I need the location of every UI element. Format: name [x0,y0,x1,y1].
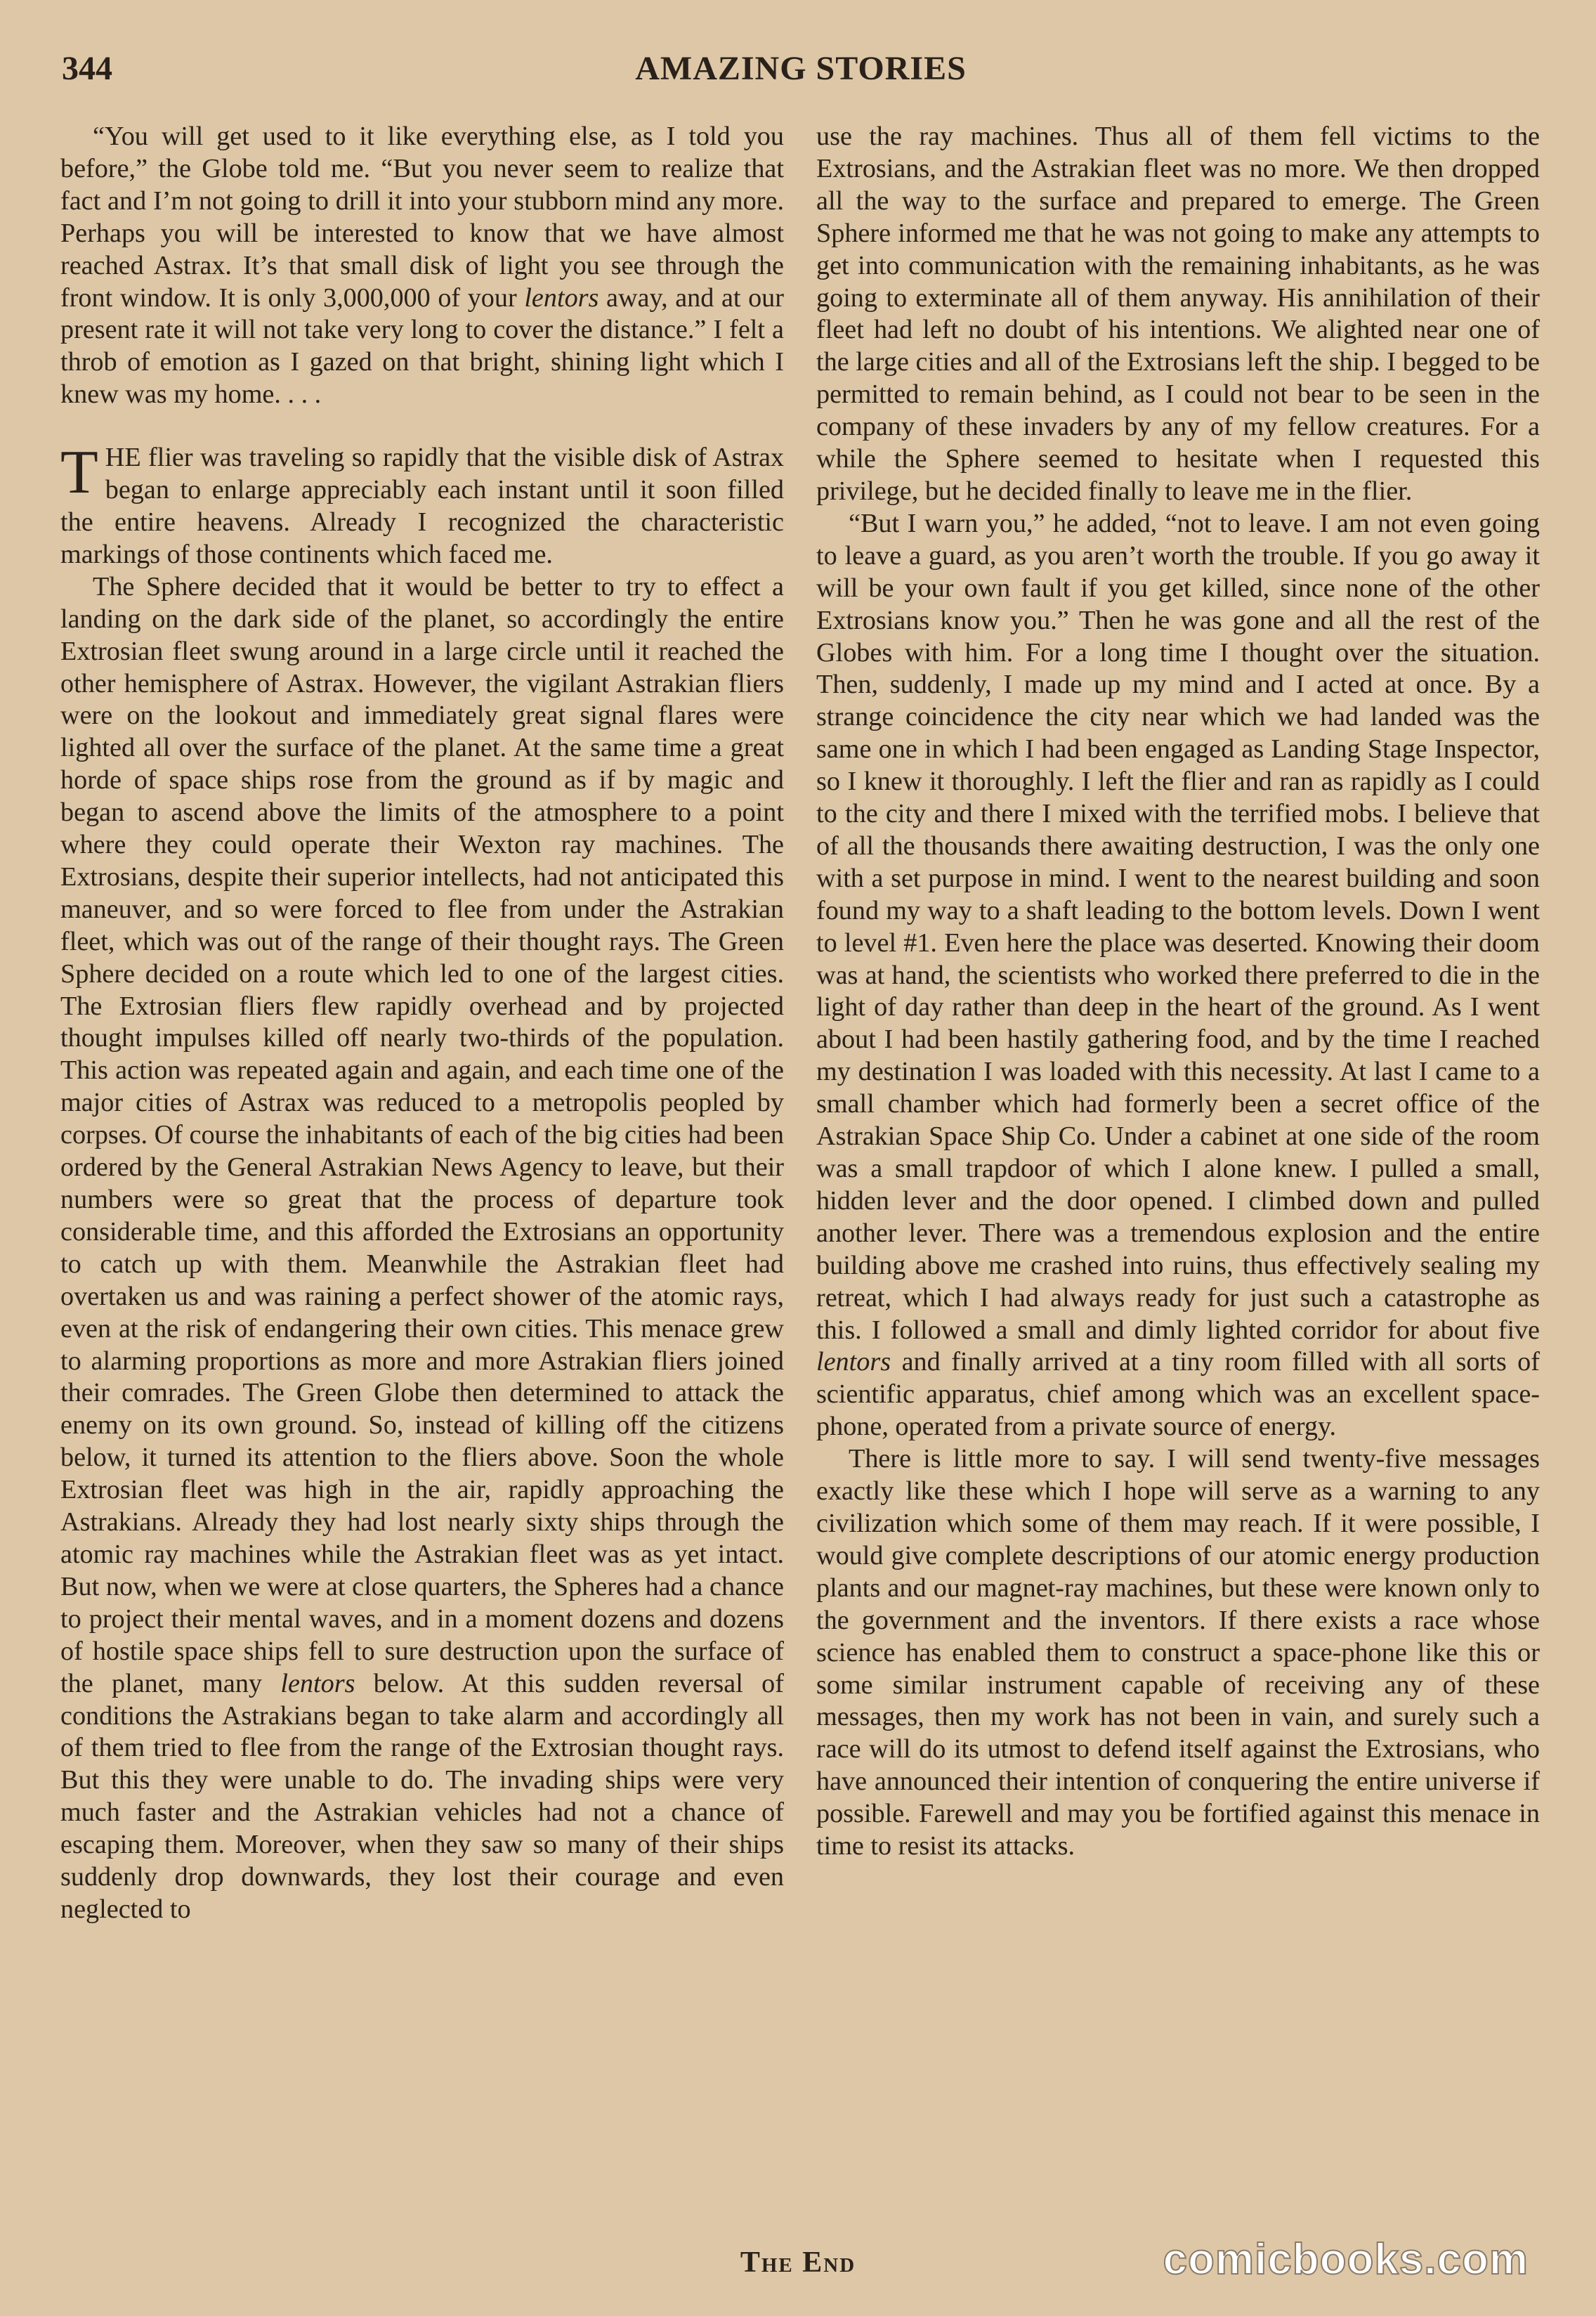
left-column [60,121,784,1926]
page-number: 344 [62,50,112,87]
paragraph-2: THE flier was traveling so rapidly that the visible disk of Astrax began to enlarge appreciably each instant until it soon filled the entire heavens. Already I recognized the characteristic markings of those continents which faced me. [60,438,784,569]
paragraph-1: “You will get used to it like everything else, as I told you before,” the Globe told me. “But you never seem to realize that fact and I’m not going to drill it into your stubborn mind any more. Perhaps you will be interested to know that we have almost reached Astrax. It’s that small disk of light you see through the front window. It is only 3,000,000 of your lentors away, and at our present rate it will not take very long to cover the distance.” I felt a throb of emotion as I gazed on that bright, shining light which I knew was my home. . . . [60,122,784,410]
watermark-logo: comicbooks.com [1163,2235,1529,2284]
magazine-title: AMAZING STORIES [635,50,967,87]
drop-cap: T [60,438,98,507]
the-end-label: The End [740,2246,856,2279]
right-column [816,121,1540,1863]
paragraph-5: “But I warn you,” he added, “not to leave. I am not even going to leave a guard, as you aren’t worth the trouble. If you go away it will be your own fault if you get killed, since none of the other Extrosians know you.” Then he was gone and all the rest of the Globes with him. For a long time I thought over the situation. Then, suddenly, I made up my mind and I acted at once. By a strange coincidence the city near which we had landed was the same one in which I had been engaged as Landing Stage Inspector, so I knew it thoroughly. I left the flier and ran as rapidly as I could to the city and there I mixed with the terrified mobs. I believe that of all the thousands there awaiting destruction, I was the only one with a set purpose in mind. I went to the nearest building and soon found my way to a shaft leading to the bottom levels. Down I went to level #1. Even here the place was deserted. Knowing their doom was at hand, the scientists who worked there preferred to die in the light of day rather than deep in the heart of the ground. As I went about I had been hastily gathering food, and by the time I reached my destination I was loaded with this necessity. At last I came to a small chamber which had formerly been a secret office of the Astrakian Space Ship Co. Under a cabinet at one side of the room was a small trapdoor of which I alone knew. I pulled a small, hidden lever and the door opened. I climbed down and pulled another lever. There was a tremendous explosion and the entire building above me crashed into ruins, thus effectively sealing my retreat, which I had always ready for just such a catastrophe as this. I followed a small and dimly lighted corridor for about five lentors and finally arrived at a tiny room filled with all sorts of scientific apparatus, chief among which was an excellent space-phone, operated from a private source of energy. [816,508,1540,1442]
page-header [62,49,1540,98]
paragraph-6: There is little more to say. I will send twenty-five messages exactly like these which I hope will serve as a warning to any civilization which some of them may reach. If it were possible, I would give complete descriptions of our atomic energy production plants and our magnet-ray machines, but these were known only to the government and the inventors. If there exists a race whose science has enabled them to construct a space-phone like this or some similar instrument capable of receiving any of these messages, then my work has not been in vain, and surely such a race will do its utmost to defend itself against the Extrosians, who have announced their intention of conquering the entire universe if possible. Farewell and may you be fortified against this menace in time to resist its attacks. [816,1444,1540,1861]
paragraph-3: The Sphere decided that it would be better to try to effect a landing on the dark side of the planet, so accordingly the entire Extrosian fleet swung around in a large circle until it reached the other hemisphere of Astrax. However, the vigilant Astrakian fliers were on the lookout and immediately great signal flares were lighted all over the surface of the planet. At the same time a great horde of space ships rose from the ground as if by magic and began to ascend above the limits of the atmosphere to a point where they could operate their Wexton ray machines. The Extrosians, despite their superior intellects, had not anticipated this maneuver, and so were forced to flee from under the Astrakian fleet, which was out of the range of their thought rays. The Green Sphere decided on a route which led to one of the largest cities. The Extrosian fliers flew rapidly overhead and by projected thought impulses killed off nearly two-thirds of the population. This action was repeated again and again, and each time one of the major cities of Astrax was reduced to a metropolis peopled by corpses. Of course the inhabitants of each of the big cities had been ordered by the General Astrakian News Agency to leave, but their numbers were so great that the process of departure took considerable time, and this afforded the Extrosians an opportunity to catch up with them. Meanwhile the Astrakian fleet had overtaken us and was raining a perfect shower of the atomic rays, even at the risk of endangering their own cities. This menace grew to alarming proportions as more and more Astrakian fliers joined their comrades. The Green Globe then determined to attack the enemy on its own ground. So, instead of killing off the citizens below, it turned its attention to the fliers above. Soon the whole Extrosian fleet was high in the air, rapidly approaching the Astrakians. Already they had lost nearly sixty ships through the atomic ray machines while the Astrakian fleet was as yet intact. But now, when we were at close quarters, the Spheres had a chance to project their mental waves, and in a moment dozens and dozens of hostile space ships fell to sure destruction upon the surface of the planet, many lentors below. At this sudden reversal of conditions the Astrakians began to take alarm and accordingly all of them tried to flee from the range of the Extrosian thought rays. But this they were unable to do. The invading ships were very much faster and the Astrakian vehicles had not a chance of escaping them. Moreover, when they saw so many of their ships suddenly drop downwards, they lost their courage and even neglected to [60,571,784,1924]
paragraph-4: use the ray machines. Thus all of them fell victims to the Extrosians, and the Astrakian fleet was no more. We then dropped all the way to the surface and prepared to emerge. The Green Sphere informed me that he was not going to make any attempts to get into communication with the remaining inhabitants, as he was going to exterminate all of them anyway. His annihilation of their fleet had left no doubt of his intentions. We alighted near one of the large cities and all of the Extrosians left the ship. I begged to be permitted to remain behind, as I could not bear to be seen in the company of these invaders by any of my fellow creatures. For a while the Sphere seemed to hesitate when I requested this privilege, but he decided finally to leave me in the flier. [816,122,1540,506]
